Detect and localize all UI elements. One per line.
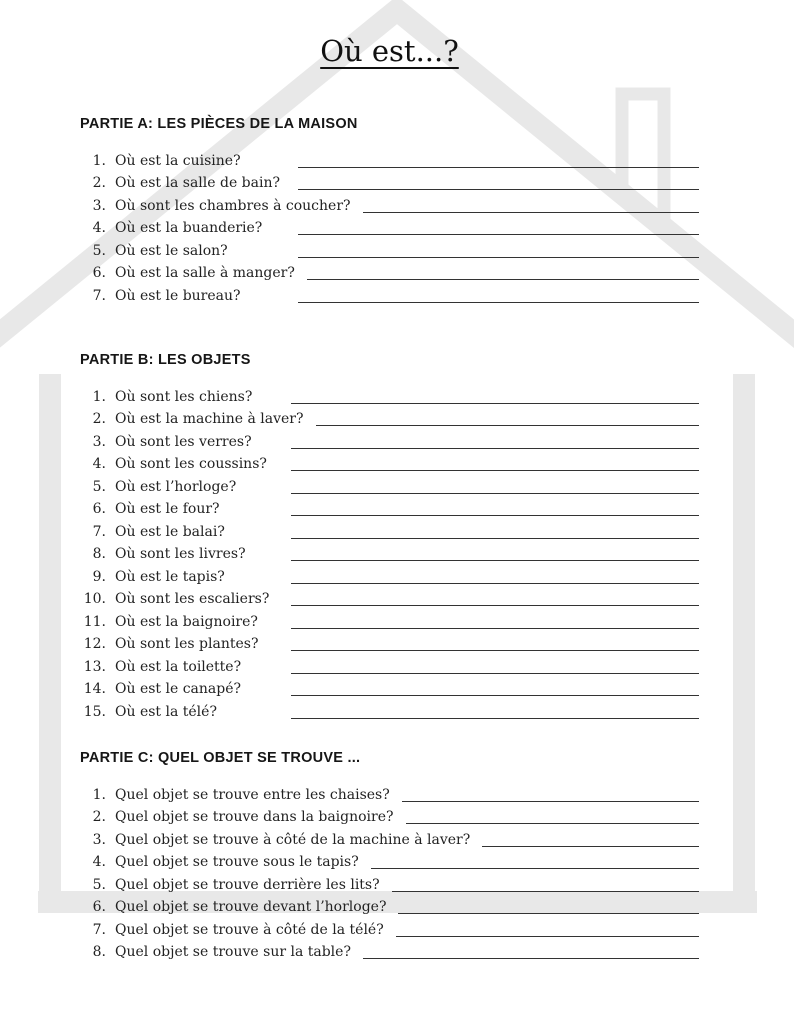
answer-blank [298, 245, 699, 258]
section-header: PARTIE B: LES OBJETS [80, 351, 251, 368]
question-text: Quel objet se trouve à côté de la machine à laver? [115, 831, 471, 848]
section-header: PARTIE C: QUEL OBJET SE TROUVE ... [80, 749, 361, 766]
question-row [80, 243, 699, 260]
question-text: Où sont les livres? [115, 546, 246, 563]
question-number: 2. [92, 411, 106, 428]
question-number: 4. [92, 220, 106, 237]
question-number: 7. [92, 523, 106, 540]
question-number: 11. [83, 613, 106, 630]
question-text: Où est le four? [115, 501, 220, 518]
question-text: Où sont les chiens? [115, 388, 253, 405]
question-number: 5. [92, 242, 106, 259]
question-row [80, 681, 699, 698]
question-list [80, 153, 699, 305]
answer-blank [298, 222, 699, 235]
question-text: Quel objet se trouve derrière les lits? [115, 876, 380, 893]
answer-blank [291, 661, 699, 674]
question-number: 6. [92, 899, 106, 916]
answer-blank [371, 856, 699, 869]
question-row [80, 479, 699, 496]
answer-blank [298, 177, 699, 190]
answer-blank [392, 879, 699, 892]
question-text: Quel objet se trouve à côté de la télé? [115, 921, 384, 938]
answer-blank [363, 946, 699, 959]
question-row [80, 636, 699, 653]
page-title [80, 34, 699, 69]
answer-blank [363, 200, 699, 213]
question-number: 2. [92, 809, 106, 826]
question-number: 7. [92, 287, 106, 304]
question-row [80, 288, 699, 305]
answer-blank [291, 526, 699, 539]
answer-blank [291, 458, 699, 471]
question-row [80, 220, 699, 237]
question-text: Où est le canapé? [115, 681, 242, 698]
question-text: Où sont les coussins? [115, 456, 267, 473]
question-row [80, 899, 699, 916]
question-row [80, 614, 699, 631]
answer-blank [298, 290, 699, 303]
question-row [80, 265, 699, 282]
question-text: Où est la buanderie? [115, 220, 263, 237]
answer-blank [291, 706, 699, 719]
question-number: 14. [83, 681, 106, 698]
section-header: PARTIE A: LES PIÈCES DE LA MAISON [80, 115, 358, 132]
question-text: Où est le balai? [115, 523, 225, 540]
answer-blank [298, 155, 699, 168]
question-text: Où est la toilette? [115, 658, 242, 675]
question-row [80, 524, 699, 541]
question-text: Où sont les verres? [115, 433, 252, 450]
question-text: Où est la baignoire? [115, 613, 258, 630]
question-text: Quel objet se trouve sur la table? [115, 944, 351, 961]
question-number: 13. [83, 658, 106, 675]
question-row [80, 198, 699, 215]
answer-blank [291, 391, 699, 404]
question-text: Où est le salon? [115, 242, 228, 259]
section-partie-a [80, 115, 699, 305]
question-number: 6. [92, 265, 106, 282]
answer-blank [291, 571, 699, 584]
question-row [80, 501, 699, 518]
question-number: 6. [92, 501, 106, 518]
question-row [80, 854, 699, 871]
question-text: Où est la salle de bain? [115, 175, 280, 192]
question-list [80, 787, 699, 962]
answer-blank [291, 683, 699, 696]
question-row [80, 591, 699, 608]
page-title-text: Où est...? [320, 34, 459, 68]
question-number: 8. [92, 546, 106, 563]
answer-blank [291, 481, 699, 494]
question-number: 8. [92, 944, 106, 961]
question-number: 2. [92, 175, 106, 192]
question-number: 4. [92, 854, 106, 871]
question-row [80, 832, 699, 849]
question-number: 4. [92, 456, 106, 473]
answer-blank [398, 901, 699, 914]
question-text: Où est la télé? [115, 703, 217, 720]
answer-blank [396, 924, 699, 937]
question-number: 7. [92, 921, 106, 938]
answer-blank [291, 503, 699, 516]
question-row [80, 153, 699, 170]
question-number: 15. [83, 703, 106, 720]
question-row [80, 411, 699, 428]
question-text: Quel objet se trouve sous le tapis? [115, 854, 359, 871]
answer-blank [307, 267, 699, 280]
answer-blank [291, 616, 699, 629]
answer-blank [402, 789, 699, 802]
question-text: Quel objet se trouve dans la baignoire? [115, 809, 394, 826]
question-text: Quel objet se trouve devant l’horloge? [115, 899, 387, 916]
question-row [80, 704, 699, 721]
section-partie-c [80, 749, 699, 962]
question-text: Où est la cuisine? [115, 152, 241, 169]
answer-blank [482, 834, 699, 847]
question-number: 1. [92, 786, 106, 803]
answer-blank [291, 548, 699, 561]
answer-blank [291, 593, 699, 606]
answer-blank [406, 811, 699, 824]
question-list [80, 389, 699, 721]
question-number: 5. [92, 478, 106, 495]
answer-blank [316, 413, 700, 426]
question-number: 1. [92, 388, 106, 405]
question-text: Où sont les escaliers? [115, 591, 270, 608]
question-row [80, 175, 699, 192]
question-number: 9. [92, 568, 106, 585]
question-number: 10. [83, 591, 106, 608]
answer-blank [291, 436, 699, 449]
question-row [80, 659, 699, 676]
question-row [80, 944, 699, 961]
question-number: 3. [92, 831, 106, 848]
question-number: 3. [92, 197, 106, 214]
question-row [80, 456, 699, 473]
question-number: 3. [92, 433, 106, 450]
question-row [80, 569, 699, 586]
question-text: Où sont les chambres à coucher? [115, 197, 351, 214]
question-text: Où est la salle à manger? [115, 265, 295, 282]
question-row [80, 389, 699, 406]
question-row [80, 434, 699, 451]
question-text: Où est la machine à laver? [115, 411, 304, 428]
question-row [80, 546, 699, 563]
question-row [80, 922, 699, 939]
question-row [80, 809, 699, 826]
question-text: Quel objet se trouve entre les chaises? [115, 786, 390, 803]
question-number: 5. [92, 876, 106, 893]
question-row [80, 787, 699, 804]
section-partie-b [80, 351, 699, 721]
question-text: Où est le tapis? [115, 568, 225, 585]
question-text: Où sont les plantes? [115, 636, 259, 653]
question-text: Où est le bureau? [115, 287, 241, 304]
question-number: 12. [83, 636, 106, 653]
answer-blank [291, 638, 699, 651]
question-text: Où est l’horloge? [115, 478, 237, 495]
question-number: 1. [92, 152, 106, 169]
question-row [80, 877, 699, 894]
